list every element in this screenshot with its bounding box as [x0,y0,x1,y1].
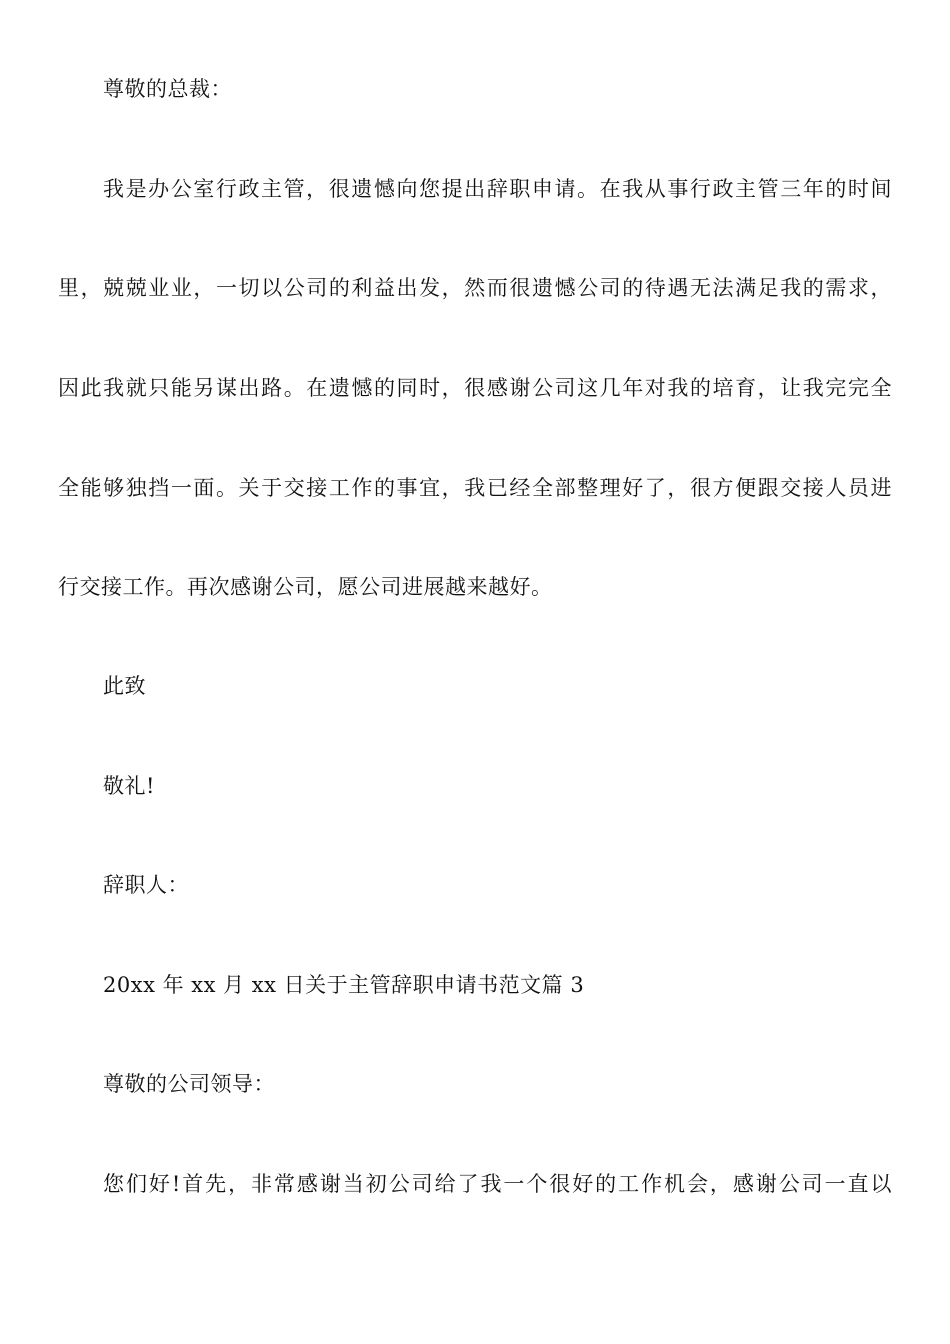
date-and-heading: 20xx 年 xx 月 xx 日关于主管辞职申请书范文篇 3 [103,973,585,997]
paragraph-line: 您们好!首先，非常感谢当初公司给了我一个很好的工作机会，感谢公司一直以 [103,1172,892,1196]
salutation-president: 尊敬的总裁： [103,77,232,101]
closing-phrase: 此致 [103,674,146,698]
paragraph-line: 因此我就只能另谋出路。在遗憾的同时，很感谢公司这几年对我的培育，让我完完全 [58,376,892,400]
signer-label: 辞职人： [103,873,189,897]
closing-salute: 敬礼! [103,774,155,798]
paragraph-line: 全能够独挡一面。关于交接工作的事宜，我已经全部整理好了，很方便跟交接人员进 [58,476,892,500]
paragraph-line: 我是办公室行政主管，很遗憾向您提出辞职申请。在我从事行政主管三年的时间 [103,177,892,201]
paragraph-line: 里，兢兢业业，一切以公司的利益出发，然而很遗憾公司的待遇无法满足我的需求， [58,276,892,300]
paragraph-line: 行交接工作。再次感谢公司，愿公司进展越来越好。 [58,575,553,599]
salutation-leaders: 尊敬的公司领导： [103,1072,275,1096]
